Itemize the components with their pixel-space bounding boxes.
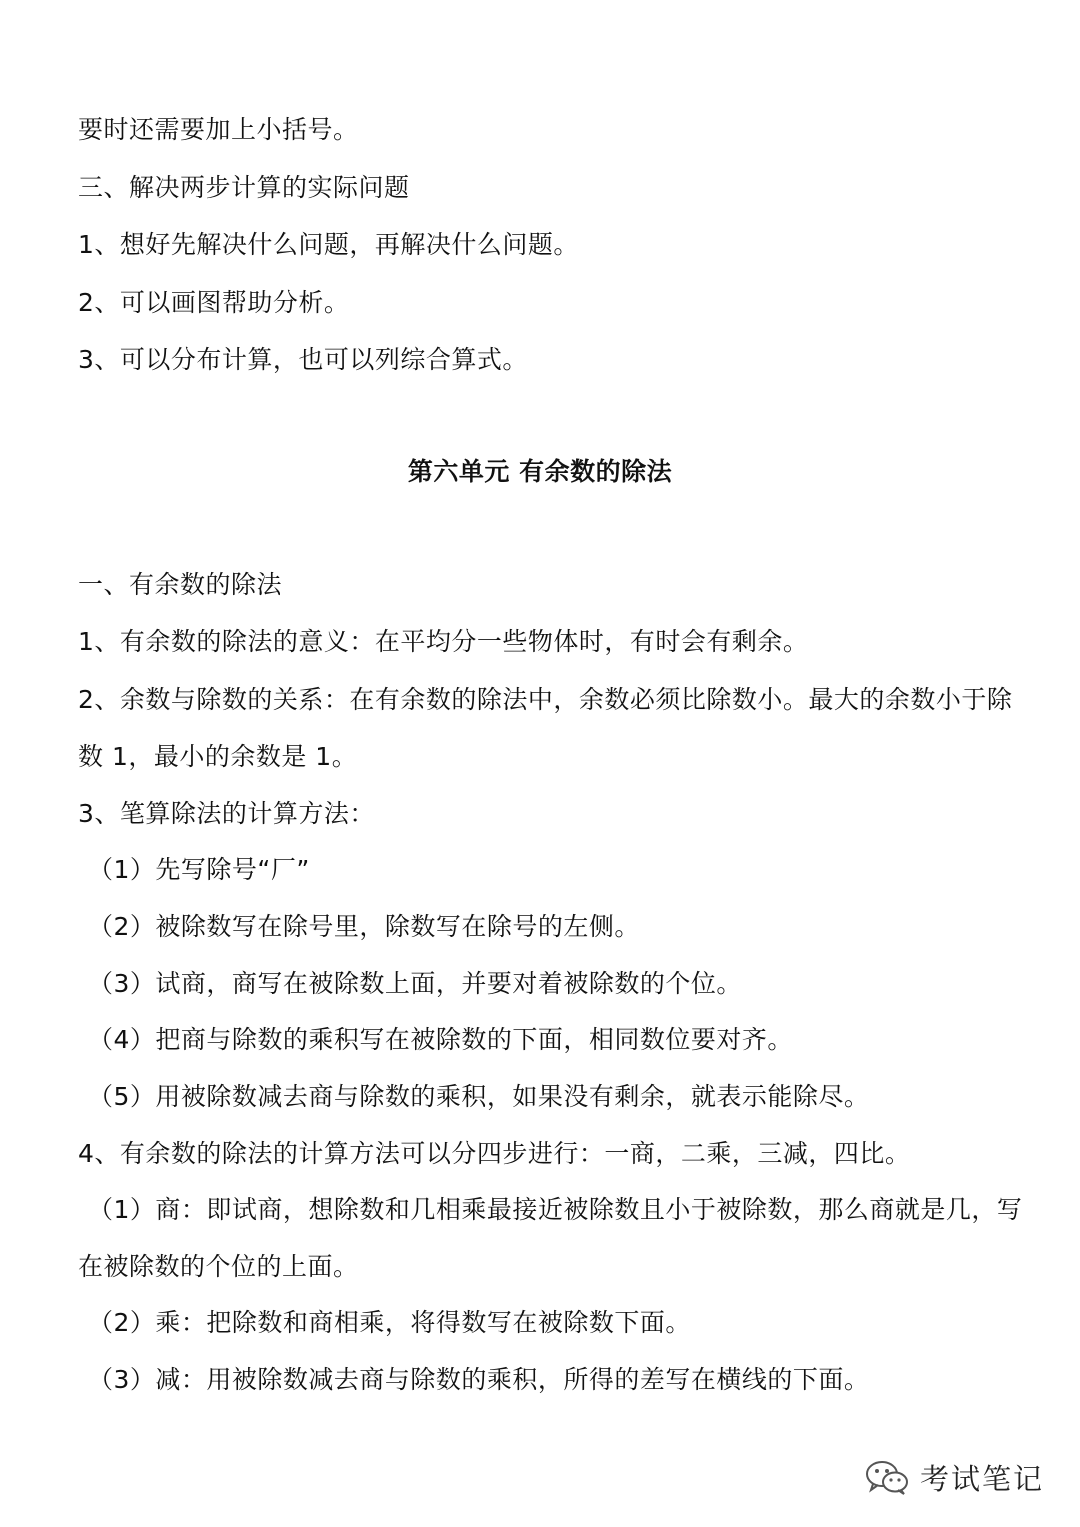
section-heading: 一、有余数的除法 [78,570,283,599]
list-item: （5）用被除数减去商与除数的乘积，如果没有剩余，就表示能除尽。 [88,1082,870,1111]
unit-title: 第六单元 有余数的除法 [407,457,673,486]
text-line: 1、想好先解决什么问题，再解决什么问题。 [78,230,579,259]
list-item: （1）先写除号“厂” [88,855,310,884]
text-line: 1、有余数的除法的意义：在平均分一些物体时，有时会有剩余。 [78,627,809,656]
text-line: 2、可以画图帮助分析。 [78,288,350,317]
list-item: （2）被除数写在除号里，除数写在除号的左侧。 [88,912,640,941]
list-item: （3）试商，商写在被除数上面，并要对着被除数的个位。 [88,969,742,998]
list-item: （3）减：用被除数减去商与除数的乘积，所得的差写在横线的下面。 [88,1365,870,1394]
list-item: （2）乘：把除数和商相乘，将得数写在被除数下面。 [88,1308,691,1337]
text-line: 4、有余数的除法的计算方法可以分四步进行：一商，二乘，三减，四比。 [78,1139,911,1168]
text-line: 数 1，最小的余数是 1。 [78,742,358,771]
text-line: 要时还需要加上小括号。 [78,115,359,144]
watermark [864,1455,1044,1499]
section-heading: 三、解决两步计算的实际问题 [78,173,410,202]
text-line: 3、笔算除法的计算方法： [78,799,375,828]
wechat-icon [864,1458,910,1496]
text-line: 2、余数与除数的关系：在有余数的除法中，余数必须比除数小。最大的余数小于除 [78,685,1013,714]
list-item: （1）商：即试商，想除数和几相乘最接近被除数且小于被除数，那么商就是几，写 [88,1195,1023,1224]
watermark-text: 考试笔记 [919,1461,1044,1496]
text-line: 在被除数的个位的上面。 [78,1252,359,1281]
list-item: （4）把商与除数的乘积写在被除数的下面，相同数位要对齐。 [88,1025,793,1054]
text-line: 3、可以分布计算，也可以列综合算式。 [78,345,528,374]
